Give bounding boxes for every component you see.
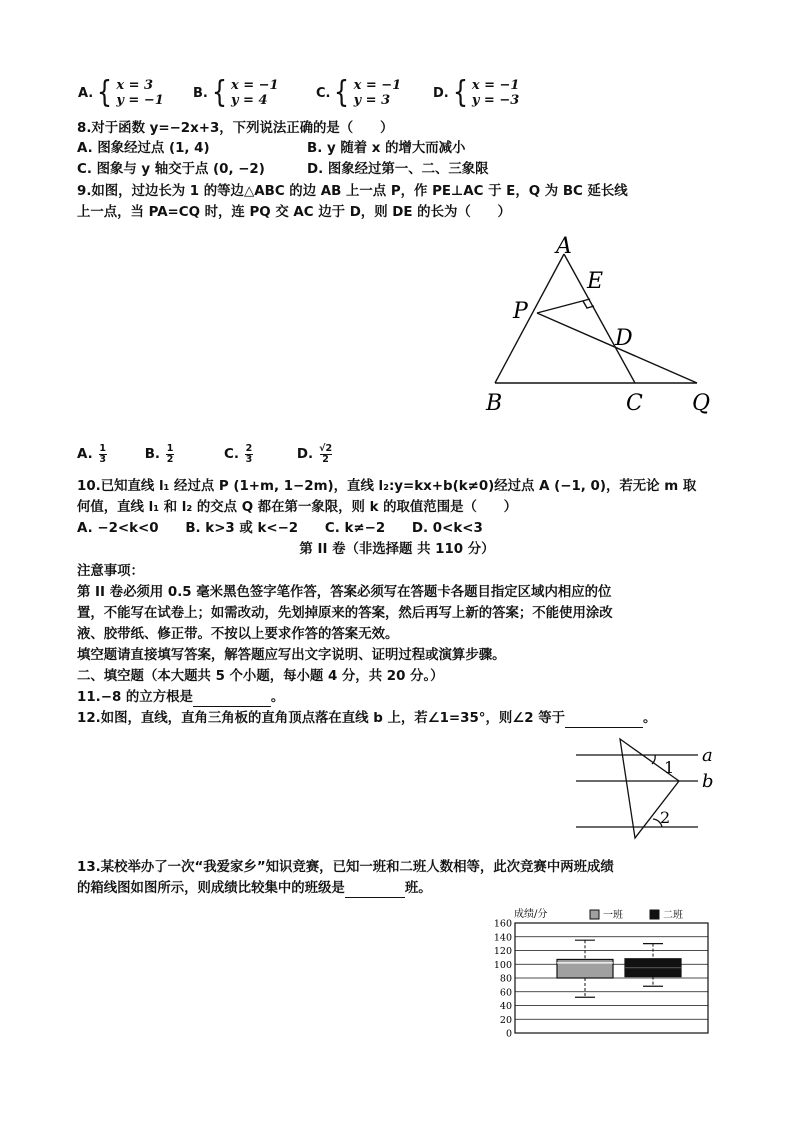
y-tick-label: 40: [499, 1001, 512, 1012]
fraction: $\frac{√2}{2}$: [319, 443, 333, 465]
legend-label: 二班: [663, 910, 683, 921]
y-tick-label: 160: [493, 918, 512, 930]
q10-stem-line1: 10.已知直线 l₁ 经过点 P (1+m, 1−2m)，直线 l₂:y=kx+b(k≠0)经过点 A (−1, 0)，若无论 m 取: [77, 479, 697, 494]
segment-pe: [537, 299, 590, 313]
angle-1-arc: [652, 755, 655, 764]
q13-stem-line2: 的箱线图如图所示，则成绩比较集中的班级是 班。: [77, 881, 432, 896]
y-tick-label: 120: [493, 946, 512, 957]
q13-stem-line1: 13.某校举办了一次“我爱家乡”知识竞赛，已知一班和二班人数相等，此次竞赛中两班成绩: [77, 860, 614, 875]
label-line-a: a: [702, 745, 713, 766]
label-p: P: [513, 299, 528, 324]
notice-line3: 液、胶带纸、修正带。不按以上要求作答的答案无效。: [77, 627, 399, 642]
brace-icon: {: [334, 75, 350, 110]
y-tick-label: 80: [499, 973, 512, 985]
side-ab: [495, 254, 564, 383]
label-q: Q: [692, 391, 711, 416]
answer-blank: [565, 713, 643, 728]
label-a: A: [556, 234, 572, 259]
brace-icon: {: [211, 75, 228, 110]
notice-line4: 填空题请直接填写答案，解答题应写出文字说明、证明过程或演算步骤。: [77, 648, 506, 663]
q8-option-a: A. 图象经过点 (1, 4): [77, 141, 210, 156]
fraction: $\frac{2}{3}$: [245, 443, 253, 465]
q7-option-c: C. { x = −1 y = 3: [316, 75, 402, 110]
notice-line2: 置，不能写在试卷上；如需改动，先划掉原来的答案，然后再写上新的答案；不能使用涂改: [77, 606, 613, 621]
label-e: E: [587, 269, 604, 294]
label-d: D: [615, 326, 633, 351]
y-axis-label: 成绩/分: [514, 909, 548, 920]
q7-option-a: A. { x = 3 y = −1: [78, 75, 164, 110]
brace-icon: {: [97, 75, 113, 110]
y-tick-label: 20: [499, 1014, 512, 1026]
fraction: $\frac{1}{3}$: [99, 443, 107, 465]
q7-option-b: B. { x = −1 y = 4: [193, 75, 279, 110]
y-tick-label: 100: [493, 959, 512, 971]
q12: 12.如图，直线，直角三角板的直角顶点落在直线 b 上，若∠1=35°，则∠2 等于 。: [77, 711, 657, 726]
notice-title: 注意事项：: [77, 564, 144, 579]
legend-swatch: [650, 910, 659, 919]
legend-label: 一班: [603, 910, 623, 921]
legend-swatch: [590, 910, 599, 919]
q9-triangle-figure: [480, 228, 730, 418]
q11: 11.−8 的立方根是 。: [77, 690, 285, 705]
q9-options: A. $\frac{1}{3}$ B. $\frac{1}{2}$ C. $\frac{2}{3}$ D. $\frac{√2}{2}$: [77, 443, 333, 465]
label-b: B: [486, 391, 503, 416]
y-tick-label: 140: [493, 932, 512, 944]
q8-option-b: B. y 随着 x 的增大而减小: [307, 141, 466, 156]
label-line-b: b: [702, 771, 714, 792]
q10-options: A. −2<k<0 B. k>3 或 k<−2 C. k≠−2 D. 0<k<3: [77, 521, 483, 536]
answer-blank: [345, 883, 405, 898]
q9-stem-line2: 上一点，当 PA=CQ 时，连 PQ 交 AC 边于 D，则 DE 的长为（ ）: [77, 205, 511, 220]
boxplot-chart: [490, 905, 720, 1040]
q7-option-d: D. { x = −1 y = −3: [433, 75, 520, 110]
label-angle-1: 1: [664, 758, 675, 777]
fraction: $\frac{1}{2}$: [166, 443, 174, 465]
q8-option-d: D. 图象经过第一、二、三象限: [307, 162, 489, 177]
y-tick-label: 0: [505, 1028, 512, 1040]
label-c: C: [626, 391, 643, 416]
q9-stem-line1: 9.如图，过边长为 1 的等边△ABC 的边 AB 上一点 P，作 PE⊥AC 于 E，Q 为 BC 延长线: [77, 184, 628, 199]
q8-stem: 8.对于函数 y=−2x+3，下列说法正确的是（ ）: [77, 121, 394, 136]
y-tick-label: 60: [499, 987, 512, 999]
q10-stem-line2: 何值，直线 l₁ 和 l₂ 的交点 Q 都在第一象限，则 k 的取值范围是（ ）: [77, 500, 518, 515]
answer-blank: [193, 692, 271, 707]
box-1: [557, 959, 613, 978]
q12-lines-figure: [570, 735, 720, 845]
brace-icon: {: [452, 75, 468, 110]
part2-title: 第 II 卷（非选择题 共 110 分）: [299, 542, 495, 557]
q8-option-c: C. 图象与 y 轴交于点 (0, −2): [77, 162, 265, 177]
label-angle-2: 2: [660, 808, 671, 827]
section-title: 二、填空题（本大题共 5 个小题，每小题 4 分，共 20 分。）: [77, 669, 444, 684]
notice-line1: 第 II 卷必须用 0.5 毫米黑色签字笔作答，答案必须写在答题卡各题目指定区域内相应的位: [77, 585, 612, 600]
